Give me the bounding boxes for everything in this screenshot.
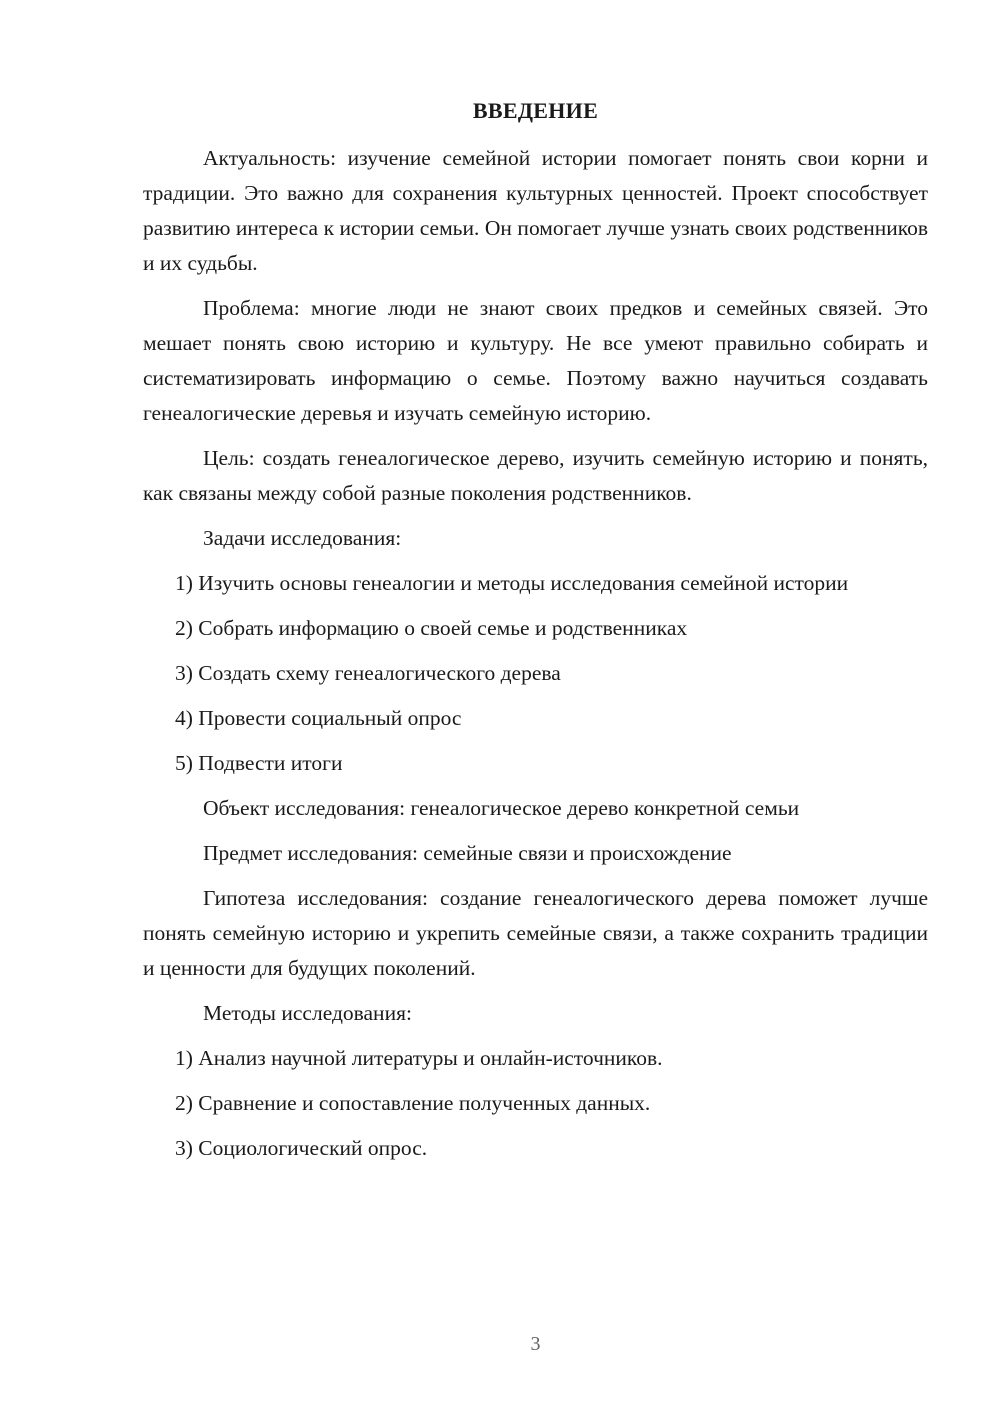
- method-item: 2) Сравнение и сопоставление полученных данных.: [175, 1091, 651, 1115]
- document-body: [143, 141, 928, 1176]
- task-item: 2) Собрать информацию о своей семье и родственниках: [175, 616, 688, 640]
- problem-paragraph: Проблема: многие люди не знают своих предков и семейных связей. Это мешает понять свою историю и культуру. Не все умеют правильно собирать и систематизировать информацию о семье. Поэтому важно научиться создавать генеалогические деревья и изучать семейную историю.: [143, 296, 928, 425]
- tasks-heading: Задачи исследования:: [203, 526, 402, 550]
- methods-heading: Методы исследования:: [203, 1001, 412, 1025]
- method-item: 1) Анализ научной литературы и онлайн-источников.: [175, 1046, 663, 1070]
- task-item: 3) Создать схему генеалогического дерева: [175, 661, 561, 685]
- page-number: 3: [530, 1333, 541, 1355]
- subject-paragraph: Предмет исследования: семейные связи и происхождение: [203, 841, 732, 865]
- object-paragraph: Объект исследования: генеалогическое дерево конкретной семьи: [203, 796, 800, 820]
- task-item: 4) Провести социальный опрос: [175, 706, 462, 730]
- task-item: 5) Подвести итоги: [175, 751, 343, 775]
- document-page: [143, 0, 928, 1414]
- method-item: 3) Социологический опрос.: [175, 1136, 428, 1160]
- goal-paragraph: Цель: создать генеалогическое дерево, изучить семейную историю и понять, как связаны между собой разные поколения родственников.: [143, 446, 928, 505]
- hypothesis-paragraph: Гипотеза исследования: создание генеалогического дерева поможет лучше понять семейную историю и укрепить семейные связи, а также сохранить традиции и ценности для будущих поколений.: [143, 886, 928, 980]
- page-title: ВВЕДЕНИЕ: [472, 98, 599, 123]
- task-item: 1) Изучить основы генеалогии и методы исследования семейной истории: [175, 571, 849, 595]
- relevance-paragraph: Актуальность: изучение семейной истории помогает понять свои корни и традиции. Это важно для сохранения культурных ценностей. Проект способствует развитию интереса к истории семьи. Он помогает лучше узнать своих родственников и их судьбы.: [143, 146, 928, 275]
